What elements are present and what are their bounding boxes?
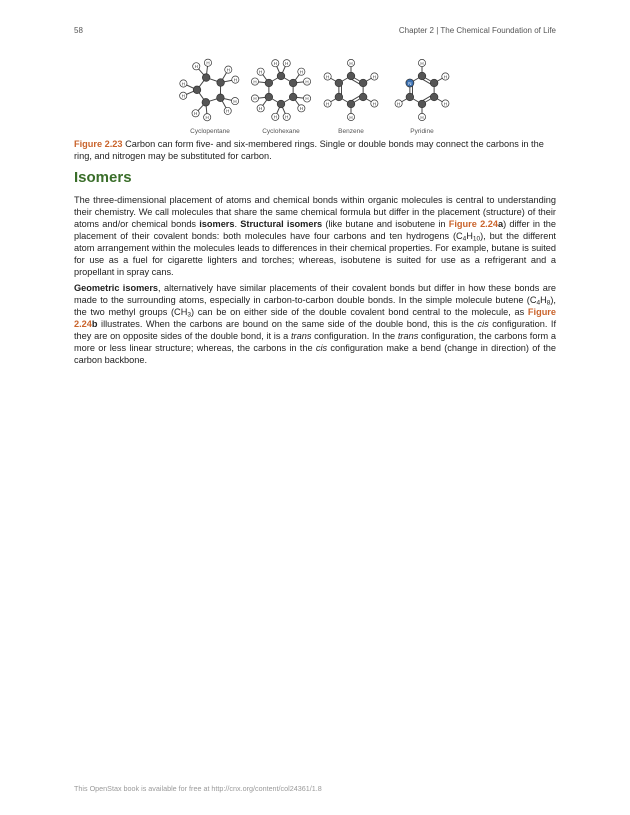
hydrogen-atom-label: H <box>233 98 237 104</box>
label-cyclohexane: Cyclohexane <box>262 128 300 135</box>
carbon-atom <box>202 74 210 82</box>
carbon-atom <box>335 79 343 87</box>
carbon-atom <box>289 79 297 87</box>
carbon-atom <box>430 79 438 87</box>
carbon-atom <box>359 79 367 87</box>
carbon-atom <box>335 93 343 101</box>
molecule-labels <box>190 128 434 135</box>
page-number: 58 <box>74 26 83 35</box>
hydrogen-atom-label: H <box>193 111 198 117</box>
nitrogen-atom-label: N <box>408 80 412 86</box>
hydrogen-atom-label: H <box>273 114 277 120</box>
paragraph-structural-isomers: The three-dimensional placement of atoms and chemical bonds within organic molecules is central to understanding their chemistry. We call molecules that share the same chemical formula but differ in the placement (structure) of their atoms and/or chemical bonds isomers. Structural isomers (like butane and isobutene in Figure 2.24a) differ in the placement of their covalent bonds: both molecules have four carbons and ten hydrogens $(C_4H_{10})$, but the different atom arrangement within the molecules leads to differences in their chemical properties. For example, butane is suited for use as a fuel for cigarette lighters and torches; whereas, isobutene is suited for use as a refrigerant and a propellant in spray cans. <box>74 195 556 277</box>
caption-label: Figure 2.23 <box>74 139 123 149</box>
hydrogen-atom-label: H <box>194 64 198 70</box>
figure-caption <box>74 138 556 162</box>
paragraph-geometric-isomers: Geometric isomers, alternatively have similar placements of their covalent bonds but differ in how these bonds are made to the surrounding atoms, especially in carbon-to-carbon double bonds. In the simple molecule butene $(C_4H_8)$, the two methyl groups $(CH_3)$ can be on either side of the double covalent bond central to the molecule, as Figure 2.24b illustrates. When the carbons are bound on the same side of the double bond, this is the cis configuration. If they are on opposite sides of the double bond, it is a trans configuration. In the trans configuration, the carbons form a more or less linear structure; whereas, the carbons in the cis configuration make a bend (change in direction) of the carbon backbone. <box>74 283 557 365</box>
hydrogen-atom-label: H <box>299 69 303 75</box>
term-structural-isomers: Structural isomers <box>240 219 323 229</box>
carbon-atom <box>277 100 285 108</box>
hydrogen-atom-label: H <box>396 101 401 107</box>
hydrogen-atom-label: H <box>253 96 257 102</box>
molecules-svg <box>74 52 556 136</box>
hydrogen-atom-label: H <box>443 74 448 80</box>
hydrogen-atom-label: H <box>285 114 289 120</box>
hydrogen-atom-label: H <box>299 106 303 112</box>
double-bond <box>351 96 360 101</box>
hydrogen-atom-label: H <box>420 114 424 120</box>
chapter-title: Chapter 2 | The Chemical Foundation of Life <box>398 26 556 35</box>
hydrogen-atom-label: H <box>305 79 309 85</box>
double-bond <box>422 96 431 101</box>
hydrogen-atom-label: H <box>420 60 424 66</box>
hydrogen-atom-label: H <box>349 114 353 120</box>
carbon-atom <box>430 93 438 101</box>
ring-molecules-figure <box>74 52 556 136</box>
footer-note: This OpenStax book is available for free at http://cnx.org/content/col24361/1.8 <box>74 784 322 793</box>
hydrogen-atom-label: H <box>325 74 330 80</box>
hydrogen-atom-label: H <box>253 79 257 85</box>
hydrogen-atom-label: H <box>325 101 330 107</box>
hydrogen-atom-label: H <box>181 93 185 99</box>
carbon-atom <box>217 94 225 102</box>
section-title: Isomers <box>74 169 132 186</box>
carbon-atom <box>202 99 210 107</box>
carbon-atom <box>406 93 414 101</box>
carbon-atom <box>418 72 426 80</box>
hydrogen-atom-label: H <box>181 81 186 87</box>
carbon-atom <box>265 79 273 87</box>
hydrogen-atom-label: H <box>226 108 230 114</box>
hydrogen-atom-label: H <box>349 60 353 66</box>
double-bond <box>422 79 431 84</box>
hydrogen-atom-label: H <box>372 74 377 80</box>
carbon-atom <box>193 86 201 94</box>
hydrogen-atom-label: H <box>259 106 263 112</box>
carbon-atom <box>347 72 355 80</box>
hydrogen-atom-label: H <box>372 101 377 107</box>
figure-link[interactable]: Figure 2.24 <box>448 219 498 229</box>
hydrogen-atom-label: H <box>226 67 230 73</box>
carbon-atom <box>277 72 285 80</box>
hydrogen-atom-label: H <box>305 96 309 102</box>
carbon-atom <box>265 93 273 101</box>
bonds-layer <box>183 60 448 121</box>
hydrogen-atom-label: H <box>273 61 277 67</box>
carbon-atom <box>418 100 426 108</box>
label-pyridine: Pyridine <box>410 128 434 135</box>
double-bond <box>351 79 360 84</box>
figure-link[interactable]: Figure 2.24 <box>74 307 556 329</box>
label-cyclopentane: Cyclopentane <box>190 128 230 135</box>
carbon-atom <box>217 79 225 87</box>
hydrogen-atom-label: H <box>233 77 237 83</box>
hydrogen-atom-label: H <box>259 69 263 75</box>
hydrogen-atom-label: H <box>285 61 289 67</box>
carbon-atom <box>289 93 297 101</box>
hydrogen-atom-label: H <box>205 115 209 121</box>
label-benzene: Benzene <box>338 128 364 135</box>
hydrogen-atom-label: H <box>443 101 448 107</box>
term-isomers: isomers <box>199 219 235 229</box>
carbon-atom <box>359 93 367 101</box>
carbon-atom <box>347 100 355 108</box>
hydrogen-atom-label: H <box>206 60 210 66</box>
caption-text: Carbon can form five- and six-membered rings. Single or double bonds may connect the carbons in the ring, and nitrogen may be substituted for carbon. <box>74 139 544 161</box>
term-geometric-isomers: Geometric isomers <box>74 283 159 293</box>
